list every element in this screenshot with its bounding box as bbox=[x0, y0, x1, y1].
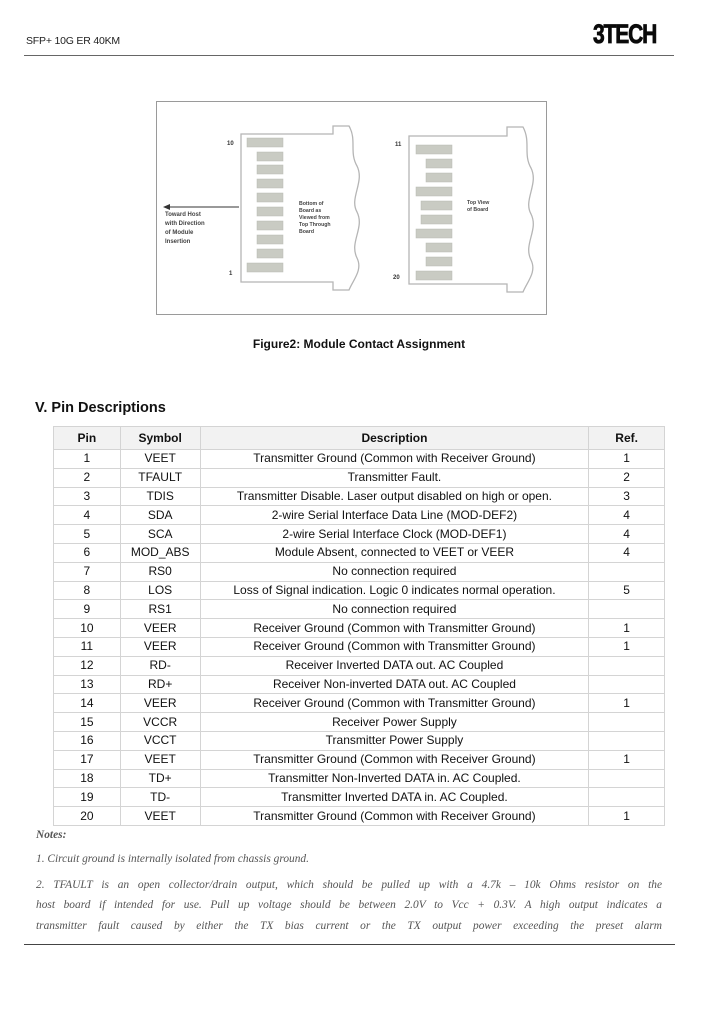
cell-symbol: SCA bbox=[120, 525, 200, 544]
cell-description: Transmitter Ground (Common with Receiver Ground) bbox=[200, 807, 589, 826]
cell-ref: 5 bbox=[589, 581, 665, 600]
cell-ref bbox=[589, 788, 665, 807]
table-row bbox=[54, 769, 665, 788]
cell-ref: 4 bbox=[589, 543, 665, 562]
notes-title: Notes: bbox=[36, 829, 67, 841]
table-row bbox=[54, 543, 665, 562]
column-header-pin: Pin bbox=[54, 427, 121, 450]
svg-text:Top Through: Top Through bbox=[299, 222, 331, 228]
right-board-caption bbox=[467, 200, 490, 213]
header-divider bbox=[24, 55, 674, 56]
table-row bbox=[54, 619, 665, 638]
table-row bbox=[54, 450, 665, 469]
table-row bbox=[54, 525, 665, 544]
table-row bbox=[54, 694, 665, 713]
table-row bbox=[54, 468, 665, 487]
cell-description: Receiver Ground (Common with Transmitter Ground) bbox=[200, 619, 589, 638]
cell-description: Receiver Power Supply bbox=[200, 713, 589, 732]
cell-symbol: SDA bbox=[120, 506, 200, 525]
cell-pin: 10 bbox=[54, 619, 121, 638]
cell-ref: 4 bbox=[589, 525, 665, 544]
cell-description: Transmitter Power Supply bbox=[200, 731, 589, 750]
cell-ref: 1 bbox=[589, 637, 665, 656]
table-row bbox=[54, 562, 665, 581]
cell-description: Transmitter Fault. bbox=[200, 468, 589, 487]
cell-description: Transmitter Inverted DATA in. AC Coupled. bbox=[200, 788, 589, 807]
table-row bbox=[54, 506, 665, 525]
cell-description: Transmitter Ground (Common with Receiver Ground) bbox=[200, 450, 589, 469]
svg-text:Board: Board bbox=[299, 229, 314, 235]
right-board-pads bbox=[416, 145, 452, 280]
cell-ref: 1 bbox=[589, 694, 665, 713]
note-1: 1. Circuit ground is internally isolated from chassis ground. bbox=[36, 853, 309, 865]
cell-pin: 5 bbox=[54, 525, 121, 544]
notes-section bbox=[36, 829, 662, 936]
document-header-product: SFP+ 10G ER 40KM bbox=[26, 35, 120, 47]
cell-symbol: RD- bbox=[120, 656, 200, 675]
svg-text:Viewed from: Viewed from bbox=[299, 215, 330, 221]
figure-caption: Figure2: Module Contact Assignment bbox=[252, 337, 466, 351]
cell-description: Loss of Signal indication. Logic 0 indicates normal operation. bbox=[200, 581, 589, 600]
cell-ref: 1 bbox=[589, 450, 665, 469]
cell-description: Receiver Ground (Common with Transmitter Ground) bbox=[200, 637, 589, 656]
note-2-line-2: host board if intended for use. Pull up voltage should be between 2.0V to Vcc + 0.3V. A high output indicates a bbox=[36, 899, 662, 911]
cell-pin: 16 bbox=[54, 731, 121, 750]
cell-pin: 8 bbox=[54, 581, 121, 600]
cell-description: No connection required bbox=[200, 600, 589, 619]
table-row bbox=[54, 656, 665, 675]
cell-symbol: TFAULT bbox=[120, 468, 200, 487]
column-header-description: Description bbox=[200, 427, 589, 450]
cell-ref: 4 bbox=[589, 506, 665, 525]
cell-ref bbox=[589, 675, 665, 694]
cell-symbol: TDIS bbox=[120, 487, 200, 506]
cell-symbol: LOS bbox=[120, 581, 200, 600]
table-row bbox=[54, 581, 665, 600]
left-board-caption bbox=[299, 201, 331, 235]
cell-pin: 12 bbox=[54, 656, 121, 675]
arrow-caption bbox=[164, 212, 205, 245]
cell-pin: 11 bbox=[54, 637, 121, 656]
cell-symbol: VCCT bbox=[120, 731, 200, 750]
left-board-pin-top-label: 10 bbox=[227, 141, 234, 147]
table-header-row bbox=[54, 427, 665, 450]
svg-text:with Direction: with Direction bbox=[165, 221, 205, 227]
left-board-pads bbox=[247, 138, 283, 272]
cell-pin: 6 bbox=[54, 543, 121, 562]
cell-symbol: VEET bbox=[120, 750, 200, 769]
svg-text:Bottom of: Bottom of bbox=[299, 201, 324, 207]
cell-description: 2-wire Serial Interface Clock (MOD-DEF1) bbox=[200, 525, 589, 544]
pin-descriptions-table bbox=[53, 426, 665, 826]
module-contact-figure bbox=[156, 101, 547, 315]
cell-description: Transmitter Non-Inverted DATA in. AC Coupled. bbox=[200, 769, 589, 788]
cell-description: 2-wire Serial Interface Data Line (MOD-DEF2) bbox=[200, 506, 589, 525]
note-2-line-3: transmitter fault caused by either the TX bias current or the TX output power exceeding the preset alarm bbox=[36, 919, 662, 932]
right-board-pin-top-label: 11 bbox=[395, 142, 402, 148]
svg-text:Top View: Top View bbox=[467, 200, 490, 206]
column-header-symbol: Symbol bbox=[120, 427, 200, 450]
cell-description: Receiver Ground (Common with Transmitter Ground) bbox=[200, 694, 589, 713]
cell-symbol: VEER bbox=[120, 619, 200, 638]
cell-ref bbox=[589, 562, 665, 581]
cell-pin: 3 bbox=[54, 487, 121, 506]
cell-description: Module Absent, connected to VEET or VEER bbox=[200, 543, 589, 562]
table-row bbox=[54, 600, 665, 619]
arrow-head-icon bbox=[163, 204, 170, 210]
cell-symbol: TD+ bbox=[120, 769, 200, 788]
cell-symbol: VEET bbox=[120, 450, 200, 469]
cell-pin: 20 bbox=[54, 807, 121, 826]
table-row bbox=[54, 487, 665, 506]
cell-ref: 1 bbox=[589, 619, 665, 638]
cell-pin: 4 bbox=[54, 506, 121, 525]
cell-ref bbox=[589, 769, 665, 788]
table-row bbox=[54, 807, 665, 826]
cell-description: No connection required bbox=[200, 562, 589, 581]
svg-text:of Module: of Module bbox=[165, 230, 194, 236]
cell-pin: 2 bbox=[54, 468, 121, 487]
cell-ref bbox=[589, 713, 665, 732]
cell-description: Receiver Non-inverted DATA out. AC Coupled bbox=[200, 675, 589, 694]
column-header-ref: Ref. bbox=[589, 427, 665, 450]
right-board-pin-bottom-label: 20 bbox=[393, 275, 400, 281]
cell-ref bbox=[589, 731, 665, 750]
left-board-pin-bottom-label: 1 bbox=[229, 271, 233, 277]
table-row bbox=[54, 731, 665, 750]
cell-ref bbox=[589, 600, 665, 619]
cell-symbol: RS1 bbox=[120, 600, 200, 619]
cell-symbol: VEER bbox=[120, 694, 200, 713]
cell-ref: 2 bbox=[589, 468, 665, 487]
cell-description: Transmitter Ground (Common with Receiver Ground) bbox=[200, 750, 589, 769]
cell-pin: 15 bbox=[54, 713, 121, 732]
cell-description: Receiver Inverted DATA out. AC Coupled bbox=[200, 656, 589, 675]
cell-ref: 3 bbox=[589, 487, 665, 506]
cell-pin: 17 bbox=[54, 750, 121, 769]
cell-description: Transmitter Disable. Laser output disabled on high or open. bbox=[200, 487, 589, 506]
cell-pin: 9 bbox=[54, 600, 121, 619]
table-row bbox=[54, 750, 665, 769]
table-row bbox=[54, 788, 665, 807]
brand-logo: 3TECH bbox=[593, 19, 657, 49]
table-row bbox=[54, 637, 665, 656]
cell-pin: 13 bbox=[54, 675, 121, 694]
cell-ref: 1 bbox=[589, 807, 665, 826]
cell-ref bbox=[589, 656, 665, 675]
cell-symbol: RS0 bbox=[120, 562, 200, 581]
cell-pin: 19 bbox=[54, 788, 121, 807]
cell-pin: 18 bbox=[54, 769, 121, 788]
cell-ref: 1 bbox=[589, 750, 665, 769]
cell-symbol: TD- bbox=[120, 788, 200, 807]
cell-symbol: VCCR bbox=[120, 713, 200, 732]
table-row bbox=[54, 713, 665, 732]
svg-text:of Board: of Board bbox=[467, 207, 489, 213]
svg-text:Board as: Board as bbox=[299, 208, 322, 214]
section-title: V. Pin Descriptions bbox=[35, 400, 166, 416]
note-2-line-1: 2. TFAULT is an open collector/drain output, which should be pulled up with a 4.7k – 10k Ohms resistor on the bbox=[36, 878, 662, 891]
svg-text:Toward Host: Toward Host bbox=[165, 212, 201, 218]
cell-symbol: RD+ bbox=[120, 675, 200, 694]
cell-pin: 14 bbox=[54, 694, 121, 713]
table-row bbox=[54, 675, 665, 694]
cell-pin: 7 bbox=[54, 562, 121, 581]
cell-symbol: VEER bbox=[120, 637, 200, 656]
cell-pin: 1 bbox=[54, 450, 121, 469]
cell-symbol: MOD_ABS bbox=[120, 543, 200, 562]
cell-symbol: VEET bbox=[120, 807, 200, 826]
footer-divider bbox=[24, 944, 675, 945]
svg-text:Insertion: Insertion bbox=[165, 239, 191, 245]
